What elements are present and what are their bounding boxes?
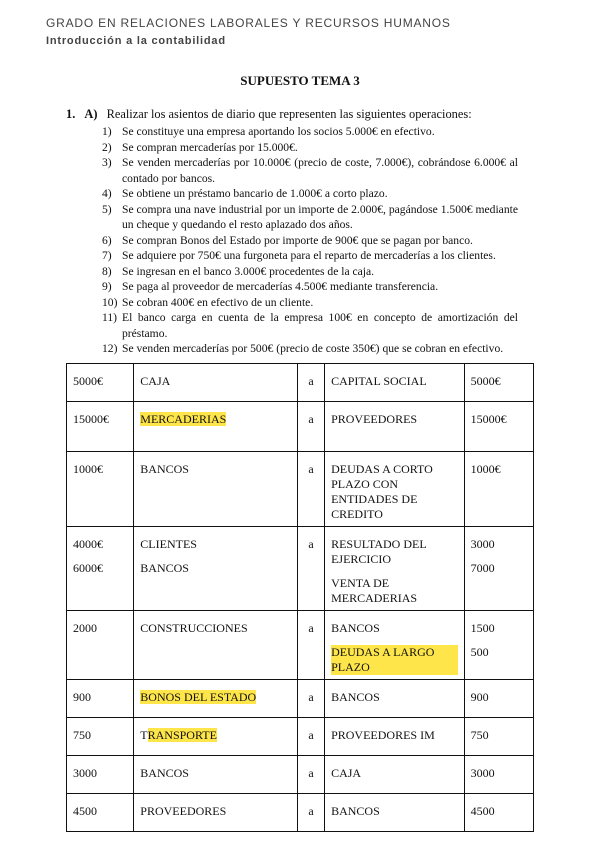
entry-connector-cell (297, 718, 324, 756)
operation-item (102, 279, 518, 295)
credit-amount: 900 (470, 690, 489, 704)
debit-amount: 2000 (73, 621, 97, 635)
debit-account-cell (134, 452, 298, 527)
credit-account: BANCOS (331, 804, 380, 818)
debit-account-cell (134, 718, 298, 756)
credit-account: RESULTADO DEL EJERCICIO (331, 537, 427, 566)
credit-amount: 500 (470, 645, 489, 659)
debit-account: BANCOS (140, 766, 189, 780)
table-row (67, 402, 534, 452)
debit-account-cell (134, 364, 298, 402)
operation-number: 8) (102, 264, 112, 278)
credit-account-cell (325, 611, 465, 680)
operation-item (102, 295, 518, 311)
entry-connector-cell (297, 452, 324, 527)
credit-account: PROVEEDORES IM (331, 728, 435, 742)
operation-item (102, 202, 518, 233)
credit-account-cell (325, 364, 465, 402)
operation-text: El banco carga en cuenta de la empresa 100€ en concepto de amortización del préstamo. (122, 311, 518, 340)
debit-amount: 1000€ (73, 462, 103, 476)
credit-account: BANCOS (331, 690, 380, 704)
table-row (67, 680, 534, 718)
credit-amount: 3000 (470, 537, 495, 551)
credit-amount-cell (464, 756, 533, 794)
debit-amount: 3000 (73, 766, 97, 780)
credit-amount-cell (464, 364, 533, 402)
entry-connector-cell (297, 402, 324, 452)
debit-amount: 750 (73, 728, 91, 742)
entry-connector: a (308, 374, 314, 388)
operation-text: Se obtiene un préstamo bancario de 1.000€ a corto plazo. (122, 187, 388, 200)
credit-amount: 15000€ (470, 412, 507, 426)
operation-item (102, 186, 518, 202)
debit-amount-cell (67, 794, 134, 832)
operation-text: Se paga al proveedor de mercaderías 4.500€ mediante transferencia. (122, 280, 439, 293)
operation-number: 1) (102, 125, 112, 138)
credit-account: BANCOS (331, 621, 380, 635)
credit-amount-cell (464, 794, 533, 832)
credit-account-cell (325, 452, 465, 527)
credit-account: VENTA DE MERCADERIAS (331, 576, 418, 605)
operation-number: 12) (102, 342, 118, 355)
operation-number: 2) (102, 140, 112, 154)
entry-connector: a (308, 462, 314, 476)
entry-connector-cell (297, 611, 324, 680)
entry-connector: a (308, 728, 314, 742)
credit-account-cell (325, 402, 465, 452)
credit-amount: 750 (470, 728, 489, 742)
operation-text: Se cobran 400€ en efectivo de un cliente. (122, 295, 314, 309)
debit-account-cell (134, 402, 298, 452)
debit-account: CLIENTES (140, 537, 197, 551)
credit-amount: 4500 (470, 804, 495, 818)
table-row (67, 611, 534, 680)
operation-item (102, 264, 518, 280)
credit-amount-cell (464, 402, 533, 452)
debit-amount-cell (67, 452, 134, 527)
operation-item (102, 341, 518, 357)
page-title: SUPUESTO TEMA 3 (240, 73, 360, 88)
debit-account-cell (134, 611, 298, 680)
credit-amount-cell (464, 611, 533, 680)
entry-connector-cell (297, 680, 324, 718)
operation-number: 5) (102, 202, 112, 216)
operation-item (102, 155, 518, 186)
debit-amount-cell (67, 527, 134, 611)
operation-number: 10) (102, 295, 118, 309)
table-row (67, 527, 534, 611)
operation-number: 9) (102, 280, 112, 293)
debit-account: TRANSPORTE (140, 728, 217, 742)
journal-entries-table (66, 363, 534, 832)
table-row (67, 452, 534, 527)
debit-amount-cell (67, 402, 134, 452)
credit-amount: 1000€ (470, 462, 501, 476)
operation-text: Se compran Bonos del Estado por importe de 900€ que se pagan por banco. (122, 233, 473, 247)
debit-account: CONSTRUCCIONES (140, 621, 248, 635)
debit-amount-cell (67, 680, 134, 718)
operation-number: 7) (102, 249, 112, 262)
entry-connector: a (308, 690, 314, 704)
debit-amount: 15000€ (73, 412, 109, 426)
operation-number: 6) (102, 233, 112, 247)
debit-amount-cell (67, 364, 134, 402)
highlight-mark: RANSPORTE (147, 728, 217, 742)
operation-item (102, 124, 518, 140)
entry-connector: a (308, 412, 314, 426)
operation-text: Se compran mercaderías por 15.000€. (122, 140, 298, 154)
table-row (67, 718, 534, 756)
credit-account: DEUDAS A CORTO PLAZO CON ENTIDADES DE CREDITO (331, 462, 433, 521)
debit-amount-cell (67, 718, 134, 756)
exercise-number: 1. (66, 107, 76, 121)
entry-connector-cell (297, 364, 324, 402)
entry-connector-cell (297, 794, 324, 832)
operation-text: Se adquiere por 750€ una furgoneta para el reparto de mercaderías a los clientes. (122, 249, 496, 262)
operation-text: Se venden mercaderías por 500€ (precio de coste 350€) que se cobran en efectivo. (122, 342, 504, 355)
debit-amount: 6000€ (73, 561, 103, 575)
operation-item (102, 140, 518, 156)
debit-amount: 5000€ (73, 374, 103, 388)
exercise-intro (66, 107, 472, 122)
credit-amount: 3000 (470, 766, 495, 780)
debit-amount-cell (67, 611, 134, 680)
debit-account-cell (134, 794, 298, 832)
credit-account-cell (325, 680, 465, 718)
credit-account-cell (325, 527, 465, 611)
entry-connector: a (308, 537, 314, 551)
credit-account: PROVEEDORES (331, 412, 418, 426)
operations-list (102, 124, 518, 357)
operation-text: Se compra una nave industrial por un importe de 2.000€, pagándose 1.500€ mediante un cheque y quedando el resto aplazado dos años. (122, 202, 518, 231)
credit-amount: 5000€ (470, 374, 501, 388)
operation-text: Se constituye una empresa aportando los socios 5.000€ en efectivo. (122, 125, 435, 138)
debit-account: BONOS DEL ESTADO (140, 690, 257, 704)
credit-amount-cell (464, 718, 533, 756)
exercise-instruction: Realizar los asientos de diario que representen las siguientes operaciones: (106, 107, 472, 121)
operation-item (102, 233, 518, 249)
debit-amount: 4500 (73, 804, 97, 818)
table-row (67, 364, 534, 402)
credit-account-cell (325, 756, 465, 794)
credit-account: DEUDAS A LARGO PLAZO (331, 645, 458, 675)
debit-account-cell (134, 680, 298, 718)
operation-item (102, 248, 518, 264)
credit-account-cell (325, 794, 465, 832)
debit-account: BANCOS (140, 462, 189, 476)
credit-account: CAPITAL SOCIAL (331, 374, 427, 388)
table-row (67, 794, 534, 832)
debit-account: MERCADERIAS (140, 412, 227, 426)
course-title: GRADO EN RELACIONES LABORALES Y RECURSOS HUMANOS (46, 16, 451, 30)
entry-connector: a (308, 804, 314, 818)
debit-account: CAJA (140, 374, 171, 388)
debit-amount-cell (67, 756, 134, 794)
exercise-letter: A) (84, 107, 98, 121)
credit-amount: 1500 (470, 621, 495, 635)
table-row (67, 756, 534, 794)
debit-account: BANCOS (140, 561, 189, 575)
operation-item (102, 310, 518, 341)
operation-number: 11) (102, 311, 118, 324)
credit-amount-cell (464, 527, 533, 611)
entry-connector-cell (297, 527, 324, 611)
entry-connector: a (308, 621, 314, 635)
debit-account-cell (134, 527, 298, 611)
course-subtitle: Introducción a la contabilidad (46, 35, 226, 47)
operation-number: 4) (102, 187, 112, 200)
debit-account: PROVEEDORES (140, 804, 227, 818)
entry-connector-cell (297, 756, 324, 794)
credit-amount-cell (464, 452, 533, 527)
credit-amount-cell (464, 680, 533, 718)
operation-text: Se venden mercaderías por 10.000€ (precio de coste, 7.000€), cobrándose 6.000€ al contado por bancos. (122, 156, 518, 185)
credit-account: CAJA (331, 766, 362, 780)
entry-connector: a (308, 766, 314, 780)
operation-number: 3) (102, 156, 112, 169)
debit-account-cell (134, 756, 298, 794)
debit-amount: 900 (73, 690, 91, 704)
operation-text: Se ingresan en el banco 3.000€ procedentes de la caja. (122, 264, 375, 278)
debit-amount: 4000€ (73, 537, 103, 551)
credit-amount: 7000 (470, 561, 495, 575)
credit-account-cell (325, 718, 465, 756)
